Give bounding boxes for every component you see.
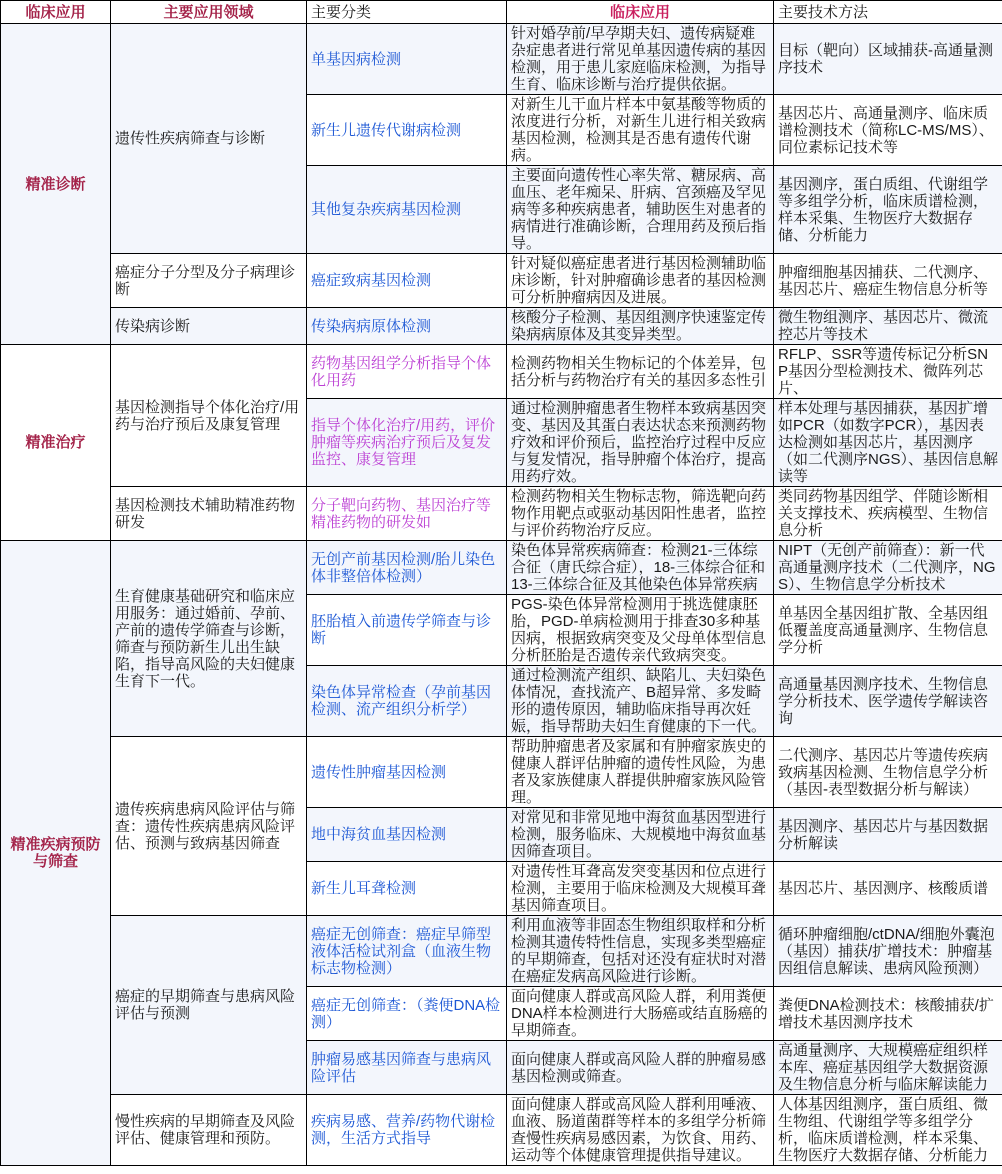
clinical-cell: 面向健康人群或高风险人群的肿瘤易感基因检测或筛查。: [507, 1041, 774, 1095]
header-main-application-domain: 主要应用领域: [111, 1, 307, 24]
domain-cell: 基因检测技术辅助精准药物研发: [111, 487, 307, 541]
category-cell: 疾病易感、营养/药物代谢检测，生活方式指导: [307, 1095, 507, 1166]
tech-cell: 基因测序、基因芯片与基因数据分析解读: [774, 808, 1002, 862]
table-row: [1, 737, 1002, 808]
clinical-cell: PGS-染色体异常检测用于挑选健康胚胎，PGD-单病检测用于排查30多种基因病，根据致病突变及父母单体型信息分析胚胎是否遗传亲代致病突变。: [507, 595, 774, 666]
clinical-cell: 通过检测流产组织、缺陷儿、夫妇染色体情况，查找流产、B超异常、多发畸形的遗传原因，辅助临床指导再次妊娠，指导帮助夫妇生育健康的下一代。: [507, 666, 774, 737]
clinical-cell: 针对疑似癌症患者进行基因检测辅助临床诊断，针对肿瘤确诊患者的基因检测可分析肿瘤病因及进展。: [507, 254, 774, 308]
table-row: [1, 1095, 1002, 1166]
section-cell-precision-diagnosis: 精准诊断: [1, 24, 111, 345]
tech-cell: NIPT（无创产前筛查）：新一代高通量测序技术（二代测序，NGS）、生物信息学分析技术: [774, 541, 1002, 595]
domain-cell: 基因检测指导个体化治疗/用药与治疗预后及康复管理: [111, 345, 307, 487]
tech-cell: 高通量测序、大规模癌症组织样本库、癌症基因组学大数据资源及生物信息分析与临床解读能力: [774, 1041, 1002, 1095]
category-cell: 分子靶向药物、基因治疗等精准药物的研发如: [307, 487, 507, 541]
category-cell: 胚胎植入前遗传学筛查与诊断: [307, 595, 507, 666]
category-cell: 肿瘤易感基因筛查与患病风险评估: [307, 1041, 507, 1095]
category-cell: 癌症致病基因检测: [307, 254, 507, 308]
category-cell: 遗传性肿瘤基因检测: [307, 737, 507, 808]
table-row: [1, 24, 1002, 95]
category-cell: 新生儿遗传代谢病检测: [307, 95, 507, 166]
tech-cell: 肿瘤细胞基因捕获、二代测序、基因芯片、癌症生物信息分析等: [774, 254, 1002, 308]
clinical-cell: 对新生儿干血片样本中氨基酸等物质的浓度进行分析，对新生儿进行相关致病基因检测，检测其是否患有遗传代谢病。: [507, 95, 774, 166]
domain-cell: 遗传疾病患病风险评估与筛查：遗传性疾病患病风险评估、预测与致病基因筛查: [111, 737, 307, 916]
clinical-cell: 检测药物相关生物标记的个体差异，包括分析与药物治疗有关的基因多态性引: [507, 345, 774, 399]
domain-cell: 生育健康基础研究和临床应用服务：通过婚前、孕前、产前的遗传学筛查与诊断，筛查与预防新生儿出生缺陷，指导高风险的夫妇健康生育下一代。: [111, 541, 307, 737]
tech-cell: 目标（靶向）区域捕获-高通量测序技术: [774, 24, 1002, 95]
category-cell: 药物基因组学分析指导个体化用药: [307, 345, 507, 399]
tech-cell: RFLP、SSR等遗传标记分析SNP基因分型检测技术、微阵列芯片、: [774, 345, 1002, 399]
table-row: [1, 487, 1002, 541]
domain-cell: 癌症的早期筛查与患病风险评估与预测: [111, 916, 307, 1095]
clinical-cell: 通过检测肿瘤患者生物样本致病基因突变、基因及其蛋白表达状态来预测药物疗效和评价预后，监控治疗过程中反应与复发情况，指导肿瘤个体治疗，提高用药疗效。: [507, 399, 774, 487]
table-row: [1, 541, 1002, 595]
header-row: [1, 1, 1002, 24]
clinical-cell: 核酸分子检测、基因组测序快速鉴定传染病病原体及其变异类型。: [507, 308, 774, 345]
clinical-cell: 染色体异常疾病筛查：检测21-三体综合征（唐氏综合症），18-三体综合征和13-三体综合征及其他染色体异常疾病: [507, 541, 774, 595]
clinical-cell: 面向健康人群或高风险人群，利用粪便DNA样本检测进行大肠癌或结直肠癌的早期筛查。: [507, 987, 774, 1041]
tech-cell: 样本处理与基因捕获，基因扩增如PCR（如数字PCR），基因表达检测如基因芯片，基因测序（如二代测序NGS）、基因信息解读等: [774, 399, 1002, 487]
header-clinical-application: 临床应用: [507, 1, 774, 24]
category-cell: 地中海贫血基因检测: [307, 808, 507, 862]
clinical-cell: 对常见和非常见地中海贫血基因型进行检测，服务临床、大规模地中海贫血基因筛查项目。: [507, 808, 774, 862]
category-cell: 无创产前基因检测/胎儿染色体非整倍体检测）: [307, 541, 507, 595]
category-cell: 新生儿耳聋检测: [307, 862, 507, 916]
category-cell: 单基因病检测: [307, 24, 507, 95]
clinical-cell: 对遗传性耳聋高发突变基因和位点进行检测，主要用于临床检测及大规模耳聋基因筛查项目。: [507, 862, 774, 916]
category-cell: 癌症无创筛查：癌症早筛型液体活检试剂盒（血液生物标志物检测）: [307, 916, 507, 987]
clinical-cell: 主要面向遗传性心率失常、糖尿病、高血压、老年痴呆、肝病、宫颈癌及罕见病等多种疾病患者，辅助医生对患者的病情进行准确诊断，合理用药及预后指导。: [507, 166, 774, 254]
clinical-cell: 面向健康人群或高风险人群利用唾液、血液、肠道菌群等样本的多组学分析筛查慢性疾病易感因素，为饮食、用药、运动等个体健康管理提供指导建议。: [507, 1095, 774, 1166]
header-main-tech-methods: 主要技术方法: [774, 1, 1002, 24]
tech-cell: 高通量基因测序技术、生物信息学分析技术、医学遗传学解读咨询: [774, 666, 1002, 737]
tech-cell: 粪便DNA检测技术：核酸捕获/扩增技术基因测序技术: [774, 987, 1002, 1041]
tech-cell: 单基因全基因组扩散、全基因组低覆盖度高通量测序、生物信息学分析: [774, 595, 1002, 666]
clinical-cell: 针对婚孕前/早孕期夫妇、遗传病疑难杂症患者进行常见单基因遗传病的基因检测，用于患儿家庭临床检测，为指导生育、临床诊断与治疗提供依据。: [507, 24, 774, 95]
clinical-cell: 帮助肿瘤患者及家属和有肿瘤家族史的健康人群评估肿瘤的遗传性风险，为患者及家族健康人群提供肿瘤家族风险管理。: [507, 737, 774, 808]
section-cell-precision-prevention-screening: 精准疾病预防与筛查: [1, 541, 111, 1166]
tech-cell: 基因测序，蛋白质组、代谢组学等多组学分析，临床质谱检测，样本采集、生物医疗大数据存储、分析能力: [774, 166, 1002, 254]
domain-cell: 癌症分子分型及分子病理诊断: [111, 254, 307, 308]
domain-cell: 遗传性疾病筛查与诊断: [111, 24, 307, 254]
header-clinical-application-group: 临床应用: [1, 1, 111, 24]
table-row: [1, 308, 1002, 345]
table-row: [1, 916, 1002, 987]
tech-cell: 人体基因组测序，蛋白质组、微生物组、代谢组学等多组学分析，临床质谱检测，样本采集、生物医疗大数据存储、分析能力: [774, 1095, 1002, 1166]
domain-cell: 传染病诊断: [111, 308, 307, 345]
section-cell-precision-treatment: 精准治疗: [1, 345, 111, 541]
domain-cell: 慢性疾病的早期筛查及风险评估、健康管理和预防。: [111, 1095, 307, 1166]
category-cell: 癌症无创筛查：（粪便DNA检测）: [307, 987, 507, 1041]
table-row: [1, 254, 1002, 308]
tech-cell: 二代测序、基因芯片等遗传疾病致病基因检测、生物信息学分析（基因-表型数据分析与解读）: [774, 737, 1002, 808]
category-cell: 传染病病原体检测: [307, 308, 507, 345]
tech-cell: 基因芯片、高通量测序、临床质谱检测技术（简称LC-MS/MS）、同位素标记技术等: [774, 95, 1002, 166]
tech-cell: 基因芯片、基因测序、核酸质谱: [774, 862, 1002, 916]
tech-cell: 类同药物基因组学、伴随诊断相关支撑技术、疾病模型、生物信息分析: [774, 487, 1002, 541]
category-cell: 指导个体化治疗/用药，评价肿瘤等疾病治疗预后及复发监控、康复管理: [307, 399, 507, 487]
table-row: [1, 345, 1002, 399]
category-cell: 染色体异常检查（孕前基因检测、流产组织分析学）: [307, 666, 507, 737]
clinical-cell: 利用血液等非固态生物组织取样和分析检测其遗传特性信息，实现多类型癌症的早期筛查，包括对还没有症状时对潜在癌症发病高风险进行诊断。: [507, 916, 774, 987]
category-cell: 其他复杂疾病基因检测: [307, 166, 507, 254]
clinical-cell: 检测药物相关生物标志物，筛选靶向药物作用靶点或驱动基因阳性患者，监控与评价药物治疗反应。: [507, 487, 774, 541]
tech-cell: 微生物组测序、基因芯片、微流控芯片等技术: [774, 308, 1002, 345]
header-main-category: 主要分类: [307, 1, 507, 24]
tech-cell: 循环肿瘤细胞/ctDNA/细胞外囊泡（基因）捕获/扩增技术：肿瘤基因组信息解读、患病风险预测）: [774, 916, 1002, 987]
